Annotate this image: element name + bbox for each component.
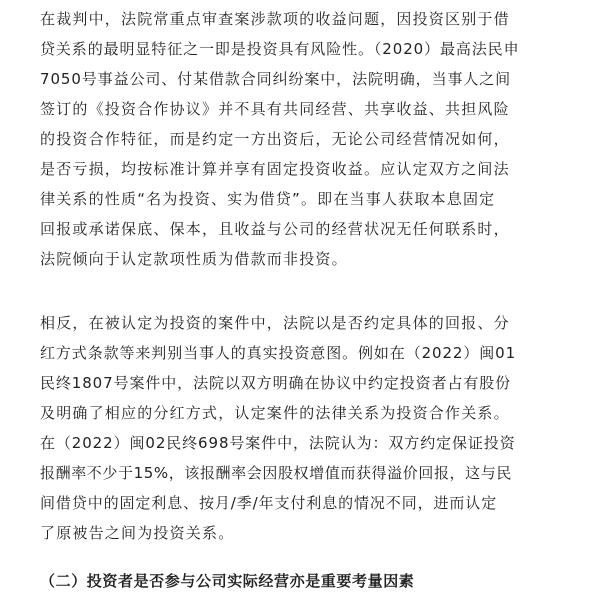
paragraph-line: 是否亏损，均按标准计算并享有固定投资收益。应认定双方之间法 xyxy=(40,160,510,178)
paragraph-line: 红方式条款等来判别当事人的真实投资意图。例如在（2022）闽01 xyxy=(40,344,517,362)
paragraph-line: 了原被告之间为投资关系。 xyxy=(40,524,235,542)
paragraph-line: 报酬率不少于15%，该报酬率会因股权增值而获得溢价回报，这与民 xyxy=(40,464,512,482)
paragraph-line: 贷关系的最明显特征之一即是投资具有风险性。（2020）最高法民申 xyxy=(40,40,520,58)
paragraph-line: 法院倾向于认定款项性质为借款而非投资。 xyxy=(40,250,348,268)
paragraph-line: 相反，在被认定为投资的案件中，法院以是否约定具体的回报、分 xyxy=(40,314,510,332)
paragraph-line: 律关系的性质“名为投资、实为借贷”。即在当事人获取本息固定 xyxy=(40,190,496,208)
paragraph-line: 在（2022）闽02民终698号案件中，法院认为：双方约定保证投资 xyxy=(40,434,516,452)
paragraph-loan-characterization xyxy=(40,4,600,274)
paragraph-line: 民终1807号案件中，法院以双方明确在协议中约定投资者占有股份 xyxy=(40,374,512,392)
paragraph-line: 回报或承诺保底、保本，且收益与公司的经营状况无任何联系时， xyxy=(40,220,510,238)
paragraph-line: 及明确了相应的分红方式，认定案件的法律关系为投资合作关系。 xyxy=(40,404,510,422)
paragraph-line: 在裁判中，法院常重点审查案涉款项的收益问题，因投资区别于借 xyxy=(40,10,510,28)
paragraph-line: 间借贷中的固定利息、按月/季/年支付利息的情况不同，进而认定 xyxy=(40,494,498,512)
paragraph-line: 的投资合作特征，而是约定一方出资后，无论公司经营情况如何， xyxy=(40,130,510,148)
paragraph-line: 签订的《投资合作协议》并不具有共同经营、共享收益、共担风险 xyxy=(40,100,510,118)
paragraph-line: 7050号事益公司、付某借款合同纠纷案中，法院明确，当事人之间 xyxy=(40,70,512,88)
section-heading: （二）投资者是否参与公司实际经营亦是重要考量因素 xyxy=(40,572,415,590)
paragraph-investment-characterization xyxy=(40,308,600,548)
